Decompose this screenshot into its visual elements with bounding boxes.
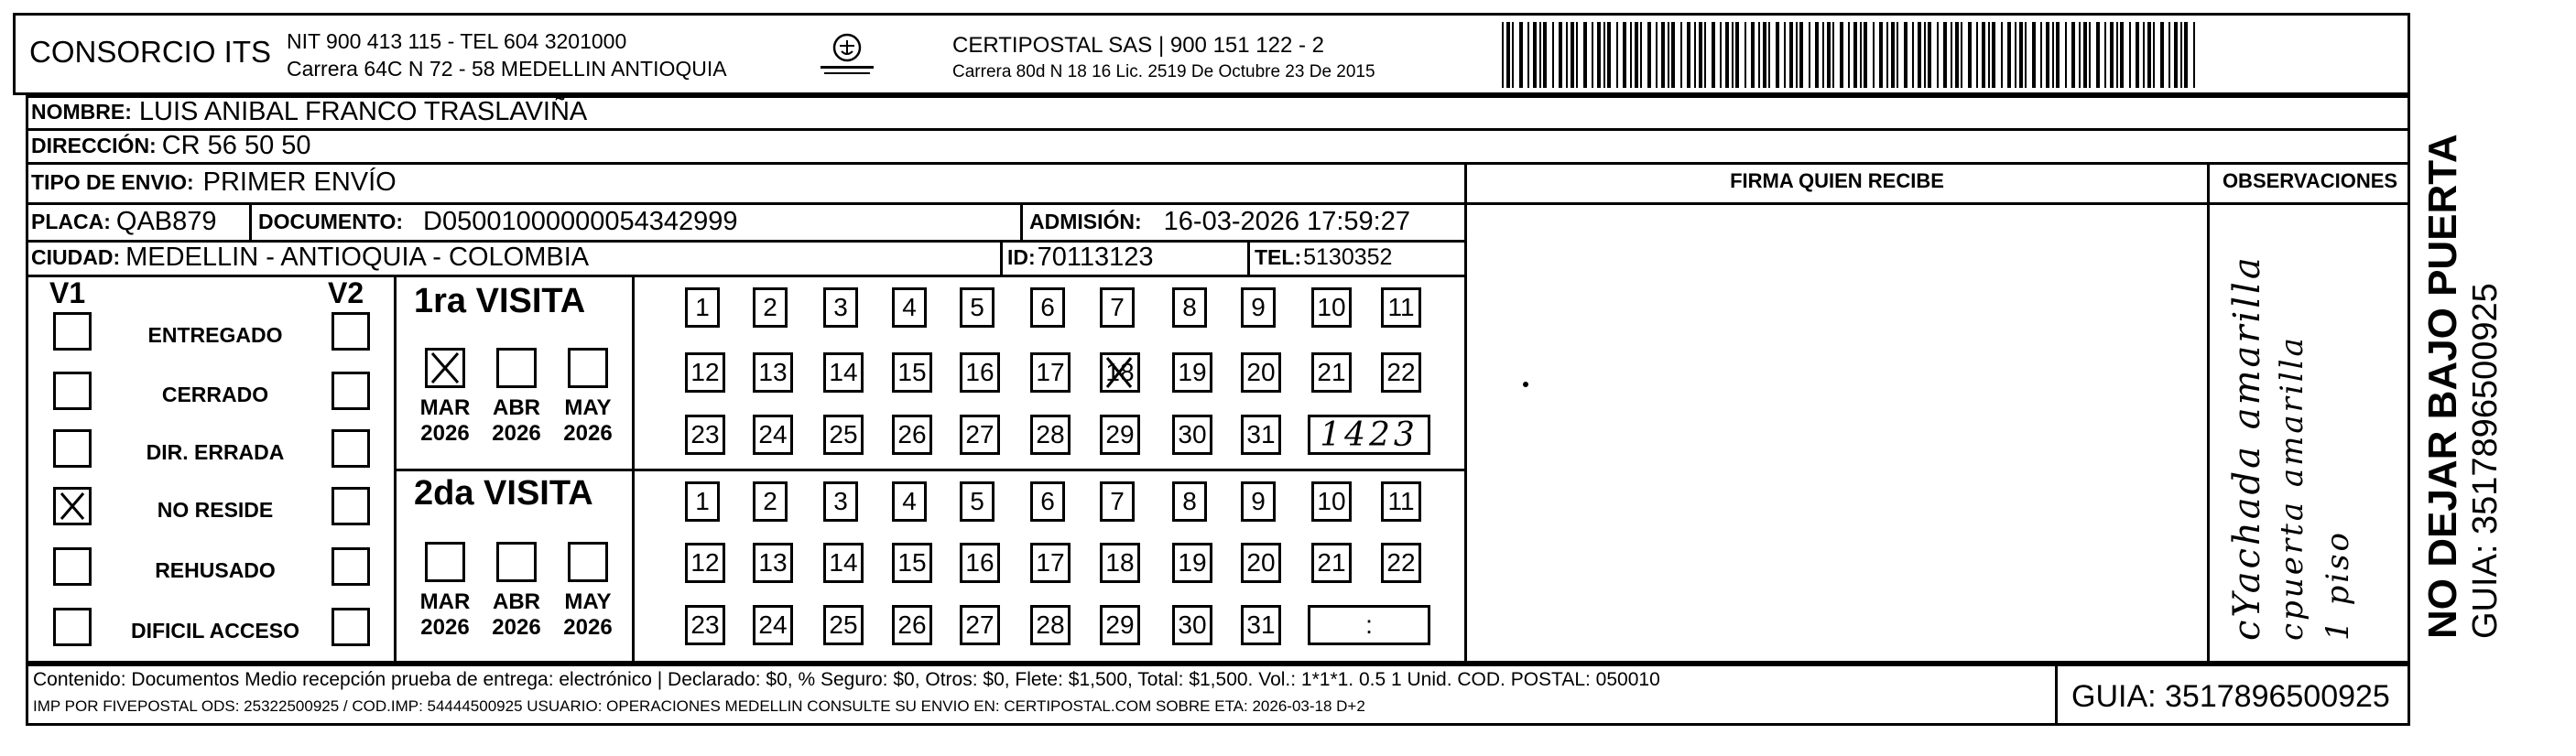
- day-box[interactable]: [1381, 287, 1421, 328]
- day-number: 25: [829, 610, 858, 639]
- no-dejar-bajo-puerta: NO DEJAR BAJO PUERTA: [2420, 134, 2465, 639]
- status-label: DIR. ERRADA: [146, 440, 285, 464]
- month-label: MAR: [419, 589, 471, 614]
- day-number: 30: [1178, 610, 1207, 639]
- v1-checkbox[interactable]: [53, 372, 92, 410]
- year-label: 2026: [563, 421, 613, 446]
- day-number: 12: [690, 548, 720, 577]
- visit-divider: [394, 469, 1465, 471]
- footer-guia: GUIA: 3517896500925: [2071, 679, 2390, 714]
- month-label: ABR: [493, 395, 540, 420]
- day-number: 9: [1251, 293, 1266, 321]
- documento-cell: [258, 203, 738, 240]
- tel-label: TEL:: [1255, 245, 1302, 269]
- obs-line-1: cYachada amarilla: [2226, 254, 2268, 641]
- admision-cell: [1029, 203, 1410, 240]
- day-number: 14: [829, 358, 858, 386]
- company-name: CONSORCIO ITS: [29, 35, 272, 69]
- day-number: 28: [1036, 610, 1065, 639]
- day-number: 15: [897, 358, 927, 386]
- company-line-2: Carrera 64C N 72 - 58 MEDELLIN ANTIOQUIA: [287, 57, 727, 81]
- day-number: 24: [758, 610, 788, 639]
- day-box[interactable]: [1172, 352, 1212, 393]
- day-number: 29: [1105, 420, 1135, 448]
- day-number: 14: [829, 548, 858, 577]
- day-box[interactable]: [685, 481, 720, 522]
- certipostal-logo: [815, 27, 879, 82]
- month-checkbox[interactable]: [425, 348, 465, 388]
- firma-header-line: [1464, 202, 2410, 205]
- month-checkbox[interactable]: [568, 348, 608, 388]
- day-box[interactable]: [1100, 605, 1140, 645]
- status-label: ENTREGADO: [147, 323, 283, 347]
- day-number: 28: [1036, 420, 1065, 448]
- observaciones-header: OBSERVACIONES: [2222, 169, 2398, 192]
- day-box[interactable]: [1100, 352, 1140, 393]
- day-box[interactable]: [1381, 352, 1421, 393]
- day-number: 16: [965, 548, 995, 577]
- time-box[interactable]: [1308, 415, 1430, 455]
- day-box[interactable]: [1030, 352, 1071, 393]
- day-box[interactable]: [960, 605, 1000, 645]
- ciudad-label: CIUDAD:: [31, 245, 121, 269]
- month-checkbox[interactable]: [496, 348, 537, 388]
- row-line-nombre: [26, 128, 2410, 131]
- day-box[interactable]: [892, 352, 932, 393]
- day-number: 21: [1317, 548, 1346, 577]
- day-number: 5: [970, 293, 984, 321]
- day-box[interactable]: [685, 352, 725, 393]
- visit-2-title: 2da VISITA: [414, 474, 593, 513]
- day-box[interactable]: [892, 287, 927, 328]
- v1-checkbox[interactable]: [53, 487, 92, 525]
- tipo-envio-label: TIPO DE ENVIO:: [31, 170, 194, 194]
- v1-checkbox[interactable]: [53, 608, 92, 646]
- day-box[interactable]: [1311, 543, 1352, 583]
- day-box[interactable]: [1030, 543, 1071, 583]
- day-box[interactable]: [960, 352, 1000, 393]
- day-box[interactable]: [823, 287, 858, 328]
- day-number: 17: [1036, 358, 1065, 386]
- day-box[interactable]: [1241, 287, 1276, 328]
- year-label: 2026: [492, 421, 541, 446]
- placa-sep: [249, 202, 252, 240]
- v1-checkbox[interactable]: [53, 429, 92, 468]
- day-box[interactable]: [753, 481, 788, 522]
- day-number: 2: [763, 293, 777, 321]
- nombre-label: NOMBRE:: [31, 99, 132, 124]
- day-number: 4: [902, 293, 917, 321]
- time-value: 1423: [1320, 416, 1418, 454]
- day-number: 23: [690, 610, 720, 639]
- day-box[interactable]: [1172, 287, 1207, 328]
- firma-left-border: [1464, 162, 1467, 664]
- documento-value: D05001000000054342999: [423, 206, 738, 236]
- direccion-value: CR 56 50 50: [161, 130, 311, 160]
- status-label: NO RESIDE: [157, 498, 274, 522]
- day-box[interactable]: [1381, 543, 1421, 583]
- day-box[interactable]: [1311, 481, 1352, 522]
- day-number: 11: [1387, 487, 1415, 515]
- day-box[interactable]: [892, 543, 932, 583]
- day-box[interactable]: [1311, 287, 1352, 328]
- tel-sep: [1247, 240, 1250, 275]
- placa-cell: [31, 203, 217, 240]
- day-number: 30: [1178, 420, 1207, 448]
- day-box[interactable]: [1030, 415, 1071, 455]
- day-box[interactable]: [1241, 605, 1281, 645]
- day-box[interactable]: [960, 543, 1000, 583]
- tel-cell: [1255, 241, 1392, 275]
- v2-checkbox[interactable]: [332, 547, 370, 586]
- month-label: MAY: [564, 589, 612, 614]
- footer-line-2: IMP POR FIVEPOSTAL ODS: 25322500925 / COD.IMP: 54444500925 USUARIO: OPERACIONES MEDELLIN CONSULTE SU ENVIO EN: CERTIPOSTAL.COM SOBRE ETA: 2026-03-18 D+2: [33, 697, 1365, 715]
- day-number: 7: [1110, 293, 1125, 321]
- year-label: 2026: [420, 421, 470, 446]
- day-number: 11: [1387, 293, 1415, 321]
- year-label: 2026: [563, 615, 613, 640]
- side-guia: GUIA: 3517896500925: [2466, 283, 2505, 639]
- day-number: 27: [965, 610, 995, 639]
- day-box[interactable]: [1172, 481, 1207, 522]
- observations-handwriting: [2221, 256, 2386, 641]
- day-number: 7: [1110, 487, 1125, 515]
- placa-label: PLACA:: [31, 209, 111, 233]
- day-number: 15: [897, 548, 927, 577]
- admision-value: 16-03-2026 17:59:27: [1163, 206, 1410, 236]
- day-box[interactable]: [1030, 481, 1065, 522]
- day-number: 19: [1178, 548, 1207, 577]
- v1-checkbox[interactable]: [53, 312, 92, 351]
- day-number: 13: [758, 358, 788, 386]
- admision-label: ADMISIÓN:: [1029, 209, 1142, 233]
- day-box[interactable]: [1172, 605, 1212, 645]
- day-box[interactable]: [753, 287, 788, 328]
- day-number: 31: [1246, 610, 1276, 639]
- day-box[interactable]: [892, 415, 932, 455]
- day-number: 23: [690, 420, 720, 448]
- obs-line-3: 1 piso: [2320, 530, 2356, 641]
- tipo-envio-value: PRIMER ENVÍO: [202, 167, 397, 197]
- year-label: 2026: [420, 615, 470, 640]
- v2-label: V2: [328, 276, 364, 309]
- day-box[interactable]: [1100, 481, 1135, 522]
- day-box[interactable]: [823, 605, 864, 645]
- day-box[interactable]: [1172, 415, 1212, 455]
- visit-1-title: 1ra VISITA: [414, 282, 586, 320]
- day-number: 10: [1317, 487, 1346, 515]
- placa-value: QAB879: [115, 206, 217, 236]
- day-box[interactable]: [1100, 543, 1140, 583]
- day-x-mark-icon: [1100, 352, 1140, 393]
- nombre-value: LUIS ANIBAL FRANCO TRASLAVIÑA: [138, 96, 588, 126]
- day-number: 8: [1182, 293, 1197, 321]
- day-number: 17: [1036, 548, 1065, 577]
- firma-header: FIRMA QUIEN RECIBE: [1730, 169, 1944, 192]
- barcode: [1502, 22, 2207, 88]
- id-sep: [1000, 240, 1003, 275]
- v2-checkbox[interactable]: [332, 312, 370, 351]
- v2-checkbox[interactable]: [332, 608, 370, 646]
- company-line-1: NIT 900 413 115 - TEL 604 3201000: [287, 29, 627, 53]
- footer-line-1: Contenido: Documentos Medio recepción prueba de entrega: electrónico | Declarado: $0, % Seguro: $0, Otros: $0, Flete: $1,500, Total: $1,500. Vol.: 1*1*1. 0.5 1 Unid. COD. POSTAL: 050010: [33, 669, 1660, 690]
- day-box[interactable]: [1241, 415, 1281, 455]
- day-number: 12: [690, 358, 720, 386]
- documento-label: DOCUMENTO:: [258, 209, 404, 233]
- day-number: 6: [1040, 293, 1055, 321]
- tipo-envio-row: [31, 163, 397, 202]
- row-line-ciudad: [26, 275, 1467, 277]
- month-label: ABR: [493, 589, 540, 614]
- day-number: 22: [1386, 548, 1416, 577]
- id-label: ID:: [1007, 245, 1036, 269]
- day-box[interactable]: [892, 605, 932, 645]
- time-box[interactable]: [1308, 605, 1430, 645]
- day-number: 26: [897, 420, 927, 448]
- day-box[interactable]: [823, 352, 864, 393]
- status-label: REHUSADO: [155, 558, 276, 582]
- day-box[interactable]: [892, 481, 927, 522]
- day-box[interactable]: [1241, 481, 1276, 522]
- day-number: 20: [1246, 548, 1276, 577]
- day-box[interactable]: [1100, 415, 1140, 455]
- day-number: 1: [695, 293, 710, 321]
- day-box[interactable]: [823, 481, 858, 522]
- day-number: 20: [1246, 358, 1276, 386]
- direccion-row: [31, 129, 311, 162]
- certipostal-line-2: Carrera 80d N 18 16 Lic. 2519 De Octubre 23 De 2015: [952, 62, 1375, 81]
- day-number: 4: [902, 487, 917, 515]
- day-box[interactable]: [685, 287, 720, 328]
- side-text: [2420, 126, 2539, 639]
- day-box[interactable]: [685, 605, 725, 645]
- day-box[interactable]: [685, 543, 725, 583]
- day-box[interactable]: [1241, 543, 1281, 583]
- day-number: 29: [1105, 610, 1135, 639]
- day-number: 16: [965, 358, 995, 386]
- day-box[interactable]: [753, 352, 793, 393]
- day-box[interactable]: [1241, 352, 1281, 393]
- day-box[interactable]: [960, 287, 995, 328]
- firma-mark: [1523, 382, 1528, 387]
- day-number: 26: [897, 610, 927, 639]
- status-label: DIFICIL ACCESO: [130, 619, 299, 643]
- day-number: 13: [758, 548, 788, 577]
- month-label: MAY: [564, 395, 612, 420]
- day-number: 27: [965, 420, 995, 448]
- day-box[interactable]: [753, 543, 793, 583]
- id-value: 70113123: [1037, 243, 1154, 272]
- day-number: 9: [1251, 487, 1266, 515]
- day-number: 22: [1386, 358, 1416, 386]
- day-number: 3: [833, 487, 848, 515]
- ciudad-cell: [31, 241, 589, 275]
- day-box[interactable]: [960, 415, 1000, 455]
- v2-checkbox[interactable]: [332, 372, 370, 410]
- direccion-label: DIRECCIÓN:: [31, 133, 157, 157]
- day-box[interactable]: [823, 415, 864, 455]
- day-number: 21: [1317, 358, 1346, 386]
- month-checkbox[interactable]: [568, 542, 608, 582]
- footer-guia-sep: [2055, 664, 2058, 726]
- day-number: 18: [1105, 548, 1135, 577]
- id-cell: [1007, 241, 1154, 275]
- month-label: MAR: [419, 395, 471, 420]
- year-label: 2026: [492, 615, 541, 640]
- day-box[interactable]: [1030, 287, 1065, 328]
- check-x-icon: [428, 351, 462, 385]
- month-checkbox[interactable]: [425, 542, 465, 582]
- day-box[interactable]: [1100, 287, 1135, 328]
- day-box[interactable]: [1311, 352, 1352, 393]
- day-box[interactable]: [685, 415, 725, 455]
- day-number: 3: [833, 293, 848, 321]
- day-box[interactable]: [1030, 605, 1071, 645]
- time-value: :: [1365, 610, 1373, 639]
- day-box[interactable]: [960, 481, 995, 522]
- status-label: CERRADO: [161, 383, 269, 406]
- certipostal-line-1: CERTIPOSTAL SAS | 900 151 122 - 2: [952, 33, 1324, 58]
- day-number: 5: [970, 487, 984, 515]
- v2-checkbox[interactable]: [332, 487, 370, 525]
- day-box[interactable]: [1381, 481, 1421, 522]
- month-checkbox[interactable]: [496, 542, 537, 582]
- tel-value: 5130352: [1303, 244, 1393, 270]
- day-number: 2: [763, 487, 777, 515]
- day-number: 6: [1040, 487, 1055, 515]
- day-number: 19: [1178, 358, 1207, 386]
- day-number: 31: [1246, 420, 1276, 448]
- v1-checkbox[interactable]: [53, 547, 92, 586]
- obs-line-2: cpuerta amarilla: [2274, 335, 2310, 641]
- check-x-icon: [56, 490, 89, 523]
- certipostal-logo-icon: [815, 27, 879, 82]
- day-number: 18: [1105, 358, 1135, 386]
- obs-left-border: [2207, 162, 2210, 664]
- admision-sep: [1020, 202, 1023, 240]
- nombre-row: [31, 95, 587, 128]
- day-box[interactable]: [753, 605, 793, 645]
- day-box[interactable]: [823, 543, 864, 583]
- day-box[interactable]: [1172, 543, 1212, 583]
- ciudad-value: MEDELLIN - ANTIOQUIA - COLOMBIA: [125, 243, 590, 272]
- day-number: 25: [829, 420, 858, 448]
- v2-checkbox[interactable]: [332, 429, 370, 468]
- day-number: 24: [758, 420, 788, 448]
- v1-label: V1: [49, 276, 86, 309]
- day-box[interactable]: [753, 415, 793, 455]
- barcode-graphic: [1502, 22, 2207, 88]
- day-number: 8: [1182, 487, 1197, 515]
- day-number: 1: [695, 487, 710, 515]
- day-number: 10: [1317, 293, 1346, 321]
